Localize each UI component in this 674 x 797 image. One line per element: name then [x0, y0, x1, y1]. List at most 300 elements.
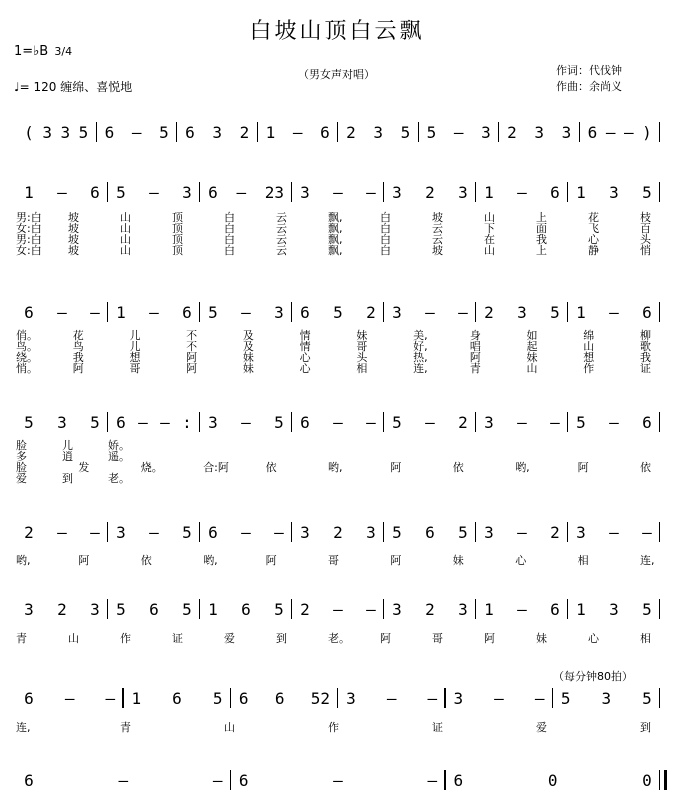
- lyric-syllable: 山: [583, 340, 595, 353]
- barline: [475, 599, 476, 619]
- measure: [300, 300, 376, 324]
- lyric-syllable: 心: [299, 351, 311, 364]
- note: 3: [208, 412, 218, 432]
- note: –: [149, 302, 159, 322]
- lyric-syllable: 顶: [172, 211, 183, 224]
- note: 1: [131, 688, 142, 708]
- lyric-syllable: 哥: [328, 554, 339, 567]
- lyric-syllable: 到: [640, 721, 651, 734]
- barline: [107, 522, 108, 542]
- lyric-syllable: 我: [640, 351, 651, 364]
- measure: [185, 120, 250, 144]
- note: 3: [392, 182, 402, 202]
- lyric-syllable: 热,: [413, 351, 428, 364]
- note: –: [333, 599, 343, 619]
- note: –: [90, 522, 100, 542]
- barline: [291, 302, 292, 322]
- lyric-syllable: 阿: [265, 554, 277, 567]
- measure: [105, 120, 170, 144]
- measure: [24, 768, 223, 792]
- lyric-syllable: 娇。: [108, 439, 130, 452]
- note: 6: [453, 770, 464, 790]
- note: 3: [392, 599, 402, 619]
- note: –: [517, 182, 527, 202]
- measure: [24, 300, 100, 324]
- barline: [291, 182, 292, 202]
- barline: [122, 688, 123, 708]
- barline: [96, 122, 97, 142]
- note: 3: [481, 122, 491, 142]
- note: –: [550, 412, 560, 432]
- barline: [291, 599, 292, 619]
- note: 3: [609, 599, 619, 619]
- notation-system: [0, 597, 674, 621]
- lyric-syllable: 绵: [583, 329, 595, 342]
- measure: [392, 597, 468, 621]
- measure: [484, 300, 560, 324]
- note: 6: [300, 412, 310, 432]
- note: 5: [208, 302, 218, 322]
- measure: [116, 300, 192, 324]
- note: 6: [241, 599, 251, 619]
- lyric-syllable: 男:白: [16, 211, 42, 224]
- note: 2: [484, 302, 494, 322]
- performance-subtitle: （男女声对唱）: [298, 68, 375, 81]
- barline: [567, 302, 568, 322]
- lyric-syllable: 证: [640, 362, 651, 375]
- lyric-syllable: 女:白: [16, 244, 42, 257]
- note: 3: [601, 688, 612, 708]
- note: –: [138, 412, 148, 432]
- lyric-syllable: 依: [140, 554, 152, 567]
- note: 5: [560, 688, 571, 708]
- barline: [552, 688, 553, 708]
- lyric-syllable: 百: [640, 222, 651, 235]
- measure: [453, 686, 544, 710]
- lyric-syllable: 连,: [16, 721, 31, 734]
- barline: [567, 522, 568, 542]
- measure: [239, 768, 438, 792]
- note: 5: [90, 412, 100, 432]
- note: –: [642, 522, 652, 542]
- note: 5: [576, 412, 586, 432]
- lyric-syllable: 柳: [640, 329, 651, 342]
- barline: [383, 522, 384, 542]
- lyric-syllable: 相: [640, 632, 651, 645]
- note: 6: [182, 302, 192, 322]
- note: 3: [609, 182, 619, 202]
- lyric-syllable: 不: [186, 329, 198, 342]
- note: –: [425, 412, 435, 432]
- note: –: [118, 770, 129, 790]
- note: 3: [300, 522, 310, 542]
- key-time-signature: [14, 44, 72, 59]
- note: –: [534, 688, 545, 708]
- notation-system: [0, 180, 674, 204]
- note: 6: [90, 182, 100, 202]
- note: –: [160, 412, 170, 432]
- note: (: [24, 122, 34, 142]
- note: 3: [300, 182, 310, 202]
- tempo-marking: ♩= 120 缠绵、喜悦地: [14, 80, 133, 94]
- lyric-syllable: 阿: [186, 351, 198, 364]
- barline: [659, 302, 660, 322]
- measure: [576, 300, 652, 324]
- lyric-syllable: 白: [224, 211, 235, 224]
- measure: [576, 410, 652, 434]
- lyric-syllable: 阿: [380, 632, 391, 645]
- measure: [576, 597, 652, 621]
- note: 5: [642, 688, 652, 708]
- barline: [475, 412, 476, 432]
- note: 6: [24, 302, 34, 322]
- lyric-syllable: 坡: [432, 244, 443, 257]
- note: –: [425, 302, 435, 322]
- note: –: [609, 522, 619, 542]
- note: 6: [24, 770, 34, 790]
- measure: [24, 410, 100, 434]
- measure: [116, 520, 192, 544]
- lyric-syllable: 儿: [129, 340, 141, 353]
- lyric-syllable: 白: [224, 233, 235, 246]
- measure: [484, 410, 560, 434]
- note: 3: [274, 302, 284, 322]
- lyric-syllable: 依: [640, 461, 651, 474]
- barline: [230, 688, 231, 708]
- lyric-syllable: 合:阿: [203, 461, 229, 474]
- note: 5: [212, 688, 223, 708]
- lyric-syllable: 阿: [577, 461, 589, 474]
- lyric-syllable: 想: [129, 351, 141, 364]
- lyric-syllable: 鸟。: [16, 340, 38, 353]
- measure: [208, 597, 284, 621]
- measure: [300, 180, 376, 204]
- note: 6: [208, 182, 218, 202]
- lyric-syllable: 老。: [328, 632, 350, 645]
- note: 6: [104, 122, 115, 142]
- lyric-line: [0, 245, 674, 257]
- lyric-syllable: 上: [536, 244, 547, 257]
- note: –: [458, 302, 468, 322]
- measure: [300, 520, 376, 544]
- barline: [176, 122, 177, 142]
- note: 3: [212, 122, 223, 142]
- barline: [107, 412, 108, 432]
- lyric-syllable: 我: [72, 351, 84, 364]
- lyric-syllable: 云: [432, 222, 443, 235]
- lyric-syllable: 山: [68, 632, 79, 645]
- lyric-syllable: 头: [640, 233, 651, 246]
- lyric-syllable: 及: [242, 340, 254, 353]
- note: 2: [300, 599, 310, 619]
- measure: [561, 686, 652, 710]
- note: 1: [484, 182, 494, 202]
- note: –: [212, 770, 223, 790]
- note: –: [517, 412, 527, 432]
- note: 2: [24, 522, 34, 542]
- lyric-line: [0, 633, 674, 645]
- measure: [484, 180, 560, 204]
- note: 1: [484, 599, 494, 619]
- note: 3: [90, 599, 100, 619]
- lyric-syllable: 山: [120, 244, 131, 257]
- lyric-syllable: 顶: [172, 233, 183, 246]
- final-barline: [659, 122, 660, 142]
- lyric-syllable: 坡: [68, 244, 79, 257]
- note: 6: [116, 412, 126, 432]
- measure: [131, 686, 222, 710]
- lyric-syllable: 花: [72, 329, 84, 342]
- note: 3: [24, 599, 34, 619]
- barline: [199, 522, 200, 542]
- notation-system: [0, 520, 674, 544]
- note: –: [64, 688, 75, 708]
- lyric-syllable: 连,: [640, 554, 655, 567]
- lyric-syllable: 枝: [640, 211, 651, 224]
- lyric-syllable: 唱: [469, 340, 481, 353]
- lyric-syllable: 云: [276, 233, 287, 246]
- measure: [116, 410, 192, 434]
- measure: [300, 597, 376, 621]
- barline: [659, 412, 660, 432]
- lyric-syllable: 白: [380, 233, 391, 246]
- barline: [383, 412, 384, 432]
- measure: [116, 180, 192, 204]
- lyric-syllable: 哟,: [328, 461, 343, 474]
- lyric-syllable: 作: [583, 362, 595, 375]
- barline: [199, 302, 200, 322]
- barline: [107, 599, 108, 619]
- note: –: [57, 522, 67, 542]
- lyric-syllable: 好,: [413, 340, 428, 353]
- lyric-syllable: 作: [120, 632, 131, 645]
- measure: [24, 520, 100, 544]
- barline: [567, 412, 568, 432]
- note: 3: [346, 688, 356, 708]
- lyric-syllable: 不: [186, 340, 198, 353]
- note: 3: [484, 522, 494, 542]
- note: 3: [373, 122, 384, 142]
- note: 1: [576, 182, 586, 202]
- lyric-syllable: 坡: [68, 211, 79, 224]
- note: 1: [576, 599, 586, 619]
- lyricist-credit: 作词：代伐钟: [556, 64, 622, 77]
- note: 3: [60, 122, 71, 142]
- note: 6: [238, 688, 249, 708]
- note: 6: [172, 688, 182, 708]
- measure: [346, 120, 411, 144]
- barline: [418, 122, 419, 142]
- note: 1: [208, 599, 218, 619]
- barline: [659, 522, 660, 542]
- note: 2: [507, 122, 517, 142]
- lyric-syllable: 俏。: [16, 329, 38, 342]
- lyric-syllable: 爱: [224, 632, 235, 645]
- lyric-syllable: 飞: [588, 222, 599, 235]
- note: 6: [642, 302, 652, 322]
- note: 5: [642, 182, 652, 202]
- note: 2: [425, 182, 435, 202]
- note: –: [517, 522, 527, 542]
- lyric-syllable: 妹: [536, 632, 547, 645]
- lyric-syllable: 情: [299, 329, 311, 342]
- note: 5: [78, 122, 89, 142]
- lyric-syllable: 飘,: [328, 233, 343, 246]
- note: –: [609, 412, 619, 432]
- lyric-syllable: 飘,: [328, 244, 343, 257]
- note: 6: [149, 599, 159, 619]
- lyric-syllable: 老。: [108, 472, 130, 485]
- note: 3: [116, 522, 126, 542]
- note: 3: [366, 522, 376, 542]
- lyric-syllable: 脸: [16, 461, 27, 474]
- note: 2: [550, 522, 560, 542]
- lyric-syllable: 妹: [242, 351, 254, 364]
- barline: [383, 182, 384, 202]
- lyric-syllable: 悄。: [16, 362, 38, 375]
- measure: [392, 520, 468, 544]
- lyric-syllable: 云: [432, 233, 443, 246]
- note: 5: [333, 302, 343, 322]
- note: 2: [425, 599, 435, 619]
- note: –: [427, 688, 438, 708]
- lyric-syllable: 儿: [129, 329, 141, 342]
- lyric-syllable: 脸: [16, 439, 27, 452]
- note: 3: [453, 688, 464, 708]
- note: –: [333, 770, 343, 790]
- measure: [392, 180, 468, 204]
- lyric-syllable: 儿: [62, 439, 73, 452]
- lyric-syllable: 心: [515, 554, 527, 567]
- note: 3: [534, 122, 545, 142]
- notation-system: [0, 300, 674, 324]
- note: 6: [238, 770, 249, 790]
- lyric-syllable: 连,: [413, 362, 428, 375]
- lyric-syllable: 鸟: [72, 340, 84, 353]
- note: 3: [458, 182, 468, 202]
- note: –: [453, 122, 464, 142]
- note: 3: [57, 412, 67, 432]
- lyric-syllable: 上: [536, 211, 547, 224]
- note: 5: [392, 522, 402, 542]
- note: 5: [458, 522, 468, 542]
- measure: [208, 410, 284, 434]
- measure: [208, 520, 284, 544]
- lyric-syllable: 青: [16, 632, 27, 645]
- lyric-syllable: 阿: [469, 351, 481, 364]
- measure: [300, 410, 376, 434]
- lyric-syllable: 山: [484, 211, 495, 224]
- lyric-syllable: 白: [224, 244, 235, 257]
- lyric-syllable: 哥: [432, 632, 443, 645]
- final-barline: [659, 770, 667, 790]
- note: 3: [182, 182, 192, 202]
- note: 5: [182, 522, 192, 542]
- note: 5: [426, 122, 437, 142]
- lyric-syllable: 美,: [413, 329, 428, 342]
- note: –: [149, 182, 159, 202]
- note: 5: [182, 599, 192, 619]
- note: :: [182, 412, 192, 432]
- lyric-syllable: 我: [536, 233, 547, 246]
- note: 5: [24, 412, 34, 432]
- note: 6: [185, 122, 195, 142]
- lyric-syllable: 心: [588, 233, 599, 246]
- key-signature: 1=♭B: [14, 44, 49, 59]
- measure: [24, 686, 115, 710]
- lyric-syllable: 妹: [452, 554, 464, 567]
- lyric-syllable: 静: [588, 244, 599, 257]
- lyric-syllable: 白: [380, 244, 391, 257]
- note: 5: [400, 122, 411, 142]
- lyric-syllable: 飘,: [328, 211, 343, 224]
- measure: [208, 180, 284, 204]
- measure: [24, 597, 100, 621]
- lyric-syllable: 依: [452, 461, 464, 474]
- note: 3: [458, 599, 468, 619]
- note: 6: [425, 522, 435, 542]
- lyric-syllable: 山: [120, 211, 131, 224]
- lyric-syllable: 山: [120, 222, 131, 235]
- measure: [484, 597, 560, 621]
- note: –: [494, 688, 504, 708]
- note: –: [90, 302, 100, 322]
- notation-system: [0, 410, 674, 434]
- note: 2: [57, 599, 67, 619]
- lyric-syllable: 在: [484, 233, 495, 246]
- notation-system: [0, 686, 674, 710]
- measure: [24, 120, 89, 144]
- barline: [567, 599, 568, 619]
- barline: [475, 522, 476, 542]
- lyric-syllable: 爱: [536, 721, 547, 734]
- lyric-syllable: 相: [356, 362, 368, 375]
- notation-system: [0, 120, 674, 144]
- lyric-syllable: 相: [577, 554, 589, 567]
- measure: [576, 180, 652, 204]
- note: 2: [458, 412, 468, 432]
- lyric-syllable: 依: [265, 461, 277, 474]
- lyric-syllable: 逍: [62, 450, 73, 463]
- note: –: [366, 412, 376, 432]
- note: –: [366, 599, 376, 619]
- lyric-syllable: 到: [62, 472, 73, 485]
- lyric-syllable: 哥: [129, 362, 141, 375]
- note: 2: [366, 302, 376, 322]
- note: –: [57, 182, 67, 202]
- note: 6: [550, 182, 560, 202]
- lyric-syllable: 花: [588, 211, 599, 224]
- note: 23: [264, 182, 284, 202]
- barline: [567, 182, 568, 202]
- lyric-syllable: 如: [526, 329, 538, 342]
- barline: [291, 412, 292, 432]
- lyric-line: [0, 363, 674, 375]
- lyric-syllable: 哟,: [515, 461, 530, 474]
- note: 3: [42, 122, 52, 142]
- barline: [199, 412, 200, 432]
- note: 3: [392, 302, 402, 322]
- lyric-syllable: 面: [536, 222, 547, 235]
- note: 52: [310, 688, 330, 708]
- lyric-syllable: 心: [299, 362, 311, 375]
- note: 2: [239, 122, 250, 142]
- lyric-syllable: 哟,: [203, 554, 218, 567]
- lyric-syllable: 云: [276, 244, 287, 257]
- barline: [579, 122, 580, 142]
- barline: [444, 770, 445, 790]
- note: 5: [392, 412, 402, 432]
